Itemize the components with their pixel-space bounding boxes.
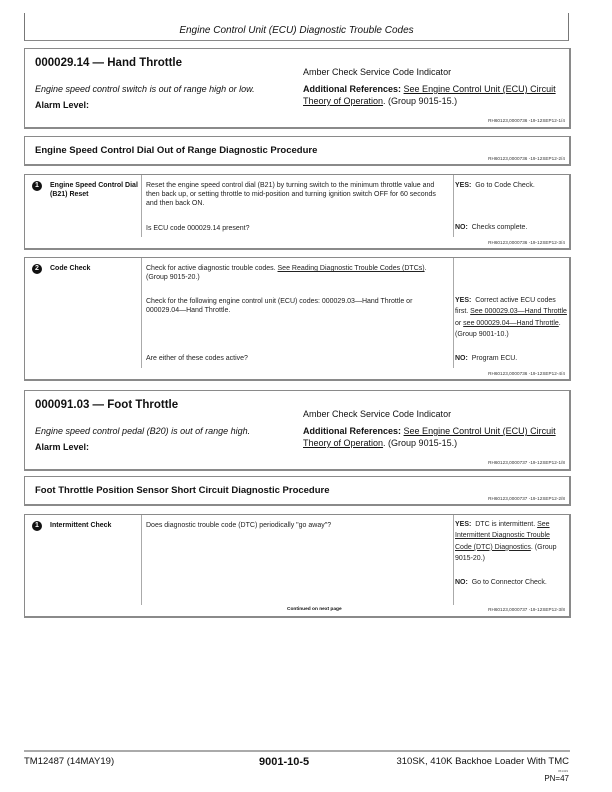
- page-header: Engine Control Unit (ECU) Diagnostic Trouble Codes: [24, 13, 569, 41]
- reference-code: RH60123,0000736 -19-12SEP12-3/4: [488, 240, 565, 245]
- dtc-section-000029-14: [24, 48, 571, 129]
- step-number-icon: 2: [32, 264, 42, 274]
- dtc-section-000091-03: [24, 390, 571, 471]
- addref-link[interactable]: See Engine Control Unit (ECU) Circuit Theory of Operation: [303, 84, 556, 106]
- procedure-title: Foot Throttle Position Sensor Short Circuit Diagnostic Procedure: [35, 485, 330, 496]
- step-instruction: Reset the engine speed control dial (B21) by turning switch to the minimum throttle value and then back up, or setting throttle to mid-position and turning ignition switch OFF for 60 seconds and then back ON.: [146, 182, 436, 208]
- step-intermittent-check: [24, 514, 571, 618]
- footer-date-code: 051419: [557, 769, 568, 773]
- reference-code: RH60123,0000737 -19-12SEP12-3/8: [488, 607, 565, 612]
- step-instruction: [146, 264, 446, 282]
- column-divider: [141, 175, 142, 237]
- alarm-level-label: Alarm Level:: [35, 442, 90, 452]
- indicator-text: Amber Check Service Code Indicator: [303, 67, 452, 77]
- yes-group: . (Group 9015-20.): [455, 543, 557, 563]
- yes-label: YES:: [455, 182, 472, 189]
- dtc-title: 000091.03 — Foot Throttle: [35, 399, 179, 411]
- no-text: Checks complete.: [471, 224, 528, 231]
- no-label: NO:: [455, 579, 468, 586]
- step-question: Is ECU code 000029.14 present?: [146, 225, 250, 232]
- addref-group: . (Group 9015-15.): [383, 96, 458, 106]
- step-label: Intermittent Check: [50, 522, 112, 529]
- reference-code: RH60123,0000736 -19-12SEP12-2/4: [488, 156, 565, 161]
- reference-code: RH60123,0000737 -19-12SEP12-2/8: [488, 496, 565, 501]
- reference-code: RH60123,0000736 -19-12SEP12-1/4: [488, 118, 565, 123]
- reference-code: RH60123,0000736 -19-12SEP12-4/4: [488, 371, 565, 376]
- intermittent-dtc-link[interactable]: See Intermittent Diagnostic Trouble Code (DTC) Diagnostics: [455, 521, 550, 551]
- additional-references: [303, 83, 568, 107]
- addref-label: Additional References:: [303, 426, 402, 436]
- footer-page-number: 9001-10-5: [259, 756, 310, 768]
- footer-divider: [24, 750, 570, 752]
- step-instruction-2: Check for the following engine control unit (ECU) codes: 000029.03—Hand Throttle or 000029.04—Hand Throttle.: [146, 298, 413, 315]
- yes-or: or: [455, 319, 464, 327]
- footer-manual-id: TM12487 (14MAY19): [24, 756, 115, 767]
- step-code-check: [24, 257, 571, 381]
- addref-link[interactable]: See Engine Control Unit (ECU) Circuit Theory of Operation: [303, 426, 556, 448]
- step-engine-speed-dial-reset: [24, 174, 571, 250]
- column-divider: [141, 258, 142, 368]
- yes-text: Go to Code Check.: [475, 182, 535, 189]
- yes-text: Correct active ECU codes first.: [455, 297, 556, 316]
- footer-machine-title: 310SK, 410K Backhoe Loader With TMC: [396, 756, 569, 767]
- yes-result: [455, 295, 567, 341]
- yes-result: [455, 180, 567, 191]
- column-divider: [141, 515, 142, 605]
- no-text: Program ECU.: [471, 355, 518, 362]
- alarm-level-label: Alarm Level:: [35, 100, 90, 110]
- additional-references: [303, 425, 568, 449]
- no-text: Go to Connector Check.: [471, 579, 547, 586]
- no-result: [455, 353, 567, 364]
- column-divider: [453, 515, 454, 605]
- dtc-description: Engine speed control pedal (B20) is out of range high.: [35, 426, 251, 436]
- column-divider: [453, 258, 454, 368]
- footer-pn: PN=47: [544, 774, 569, 783]
- no-label: NO:: [455, 224, 468, 231]
- yes-result: [455, 519, 567, 565]
- step-label: Engine Speed Control Dial (B21) Reset: [50, 182, 138, 198]
- yes-group: . (Group 9001-10.): [455, 319, 561, 339]
- procedure-title-box: [24, 136, 571, 166]
- step-label: Code Check: [50, 265, 91, 272]
- instruction-group: . (Group 9015-20.): [146, 265, 427, 282]
- step-question: Are either of these codes active?: [146, 355, 248, 362]
- instruction-text: Check for active diagnostic trouble codes.: [146, 265, 278, 272]
- dtc-title: 000029.14 — Hand Throttle: [35, 57, 182, 69]
- yes-label: YES:: [455, 297, 472, 304]
- yes-label: YES:: [455, 521, 472, 528]
- step-number-icon: 1: [32, 521, 42, 531]
- addref-group: . (Group 9015-15.): [383, 438, 458, 448]
- addref-label: Additional References:: [303, 84, 402, 94]
- continued-note: Continued on next page: [287, 607, 342, 612]
- link-000029-04[interactable]: see 000029.04—Hand Throttle: [463, 319, 559, 327]
- step-question: Does diagnostic trouble code (DTC) periodically "go away"?: [146, 522, 332, 529]
- reading-dtc-link[interactable]: See Reading Diagnostic Trouble Codes (DTCs): [277, 265, 425, 272]
- reference-code: RH60123,0000737 -19-12SEP12-1/8: [488, 460, 565, 465]
- no-result: [455, 222, 567, 233]
- procedure-title-box: [24, 476, 571, 506]
- dtc-description: Engine speed control switch is out of range high or low.: [35, 84, 255, 94]
- procedure-title: Engine Speed Control Dial Out of Range Diagnostic Procedure: [35, 145, 318, 156]
- no-result: [455, 577, 567, 588]
- link-000029-03[interactable]: See 000029.03—Hand Throttle: [470, 308, 567, 316]
- step-number-icon: 1: [32, 181, 42, 191]
- column-divider: [453, 175, 454, 237]
- no-label: NO:: [455, 355, 468, 362]
- indicator-text: Amber Check Service Code Indicator: [303, 409, 452, 419]
- yes-text: DTC is intermittent.: [475, 521, 538, 528]
